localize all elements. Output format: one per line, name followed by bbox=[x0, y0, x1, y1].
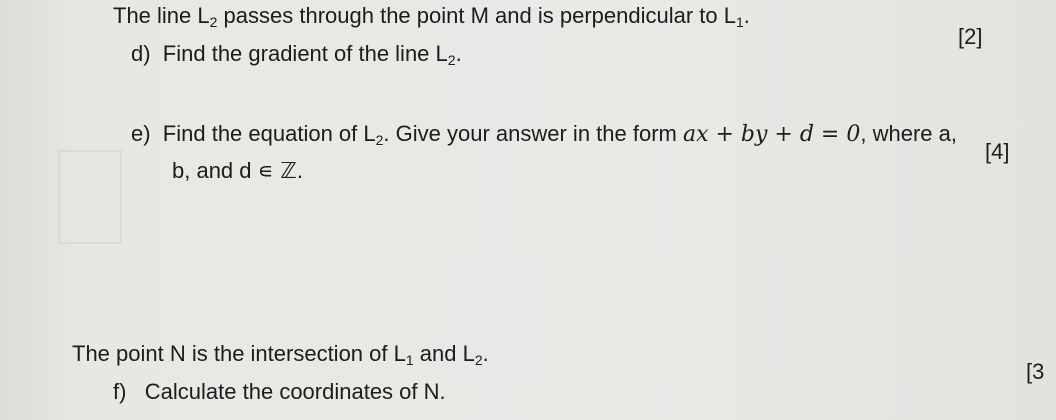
question-e-line-2 bbox=[172, 158, 303, 185]
intro-line-n bbox=[72, 341, 489, 367]
marks-e: [4] bbox=[985, 139, 1010, 164]
question-text-4: b, and d bbox=[172, 158, 258, 183]
intro-text-1: The point N is the intersection of L bbox=[72, 341, 406, 366]
question-text: Calculate the coordinates of N. bbox=[144, 379, 446, 404]
question-label: d) bbox=[131, 41, 151, 66]
question-text: Find the gradient of the line L bbox=[162, 41, 448, 66]
question-label: e) bbox=[131, 121, 151, 146]
subscript: 2 bbox=[375, 132, 384, 148]
marks-f: [3 bbox=[1026, 359, 1045, 384]
subscript: 1 bbox=[405, 352, 414, 368]
question-text-3: , where a, bbox=[860, 121, 957, 146]
question-text-end: . bbox=[455, 41, 462, 66]
subscript: 2 bbox=[474, 352, 483, 368]
intro-line-l2 bbox=[113, 3, 750, 29]
subscript: 1 bbox=[735, 14, 744, 30]
question-text-5: . bbox=[296, 158, 303, 183]
question-e-line-1 bbox=[131, 121, 957, 148]
subscript: 2 bbox=[209, 14, 218, 30]
intro-text-2: passes through the point M and is perpendicular to L bbox=[217, 3, 736, 28]
intro-text-3: . bbox=[482, 341, 489, 366]
equation-form: ax + by + d = 0 bbox=[682, 122, 861, 147]
show-through-text bbox=[330, 258, 338, 288]
question-text: Find the equation of L bbox=[162, 121, 376, 146]
intro-text-2: and L bbox=[413, 341, 475, 366]
integers-symbol: ∊ ℤ bbox=[257, 159, 297, 184]
intro-text-3: . bbox=[743, 3, 750, 28]
question-d bbox=[131, 41, 462, 67]
subscript: 2 bbox=[447, 52, 456, 68]
question-label: f) bbox=[113, 379, 127, 404]
show-through-box bbox=[58, 150, 122, 244]
intro-text-1: The line L bbox=[113, 3, 210, 28]
marks-d: [2] bbox=[958, 24, 983, 49]
question-f bbox=[113, 379, 446, 405]
question-text-2: . Give your answer in the form bbox=[383, 121, 683, 146]
